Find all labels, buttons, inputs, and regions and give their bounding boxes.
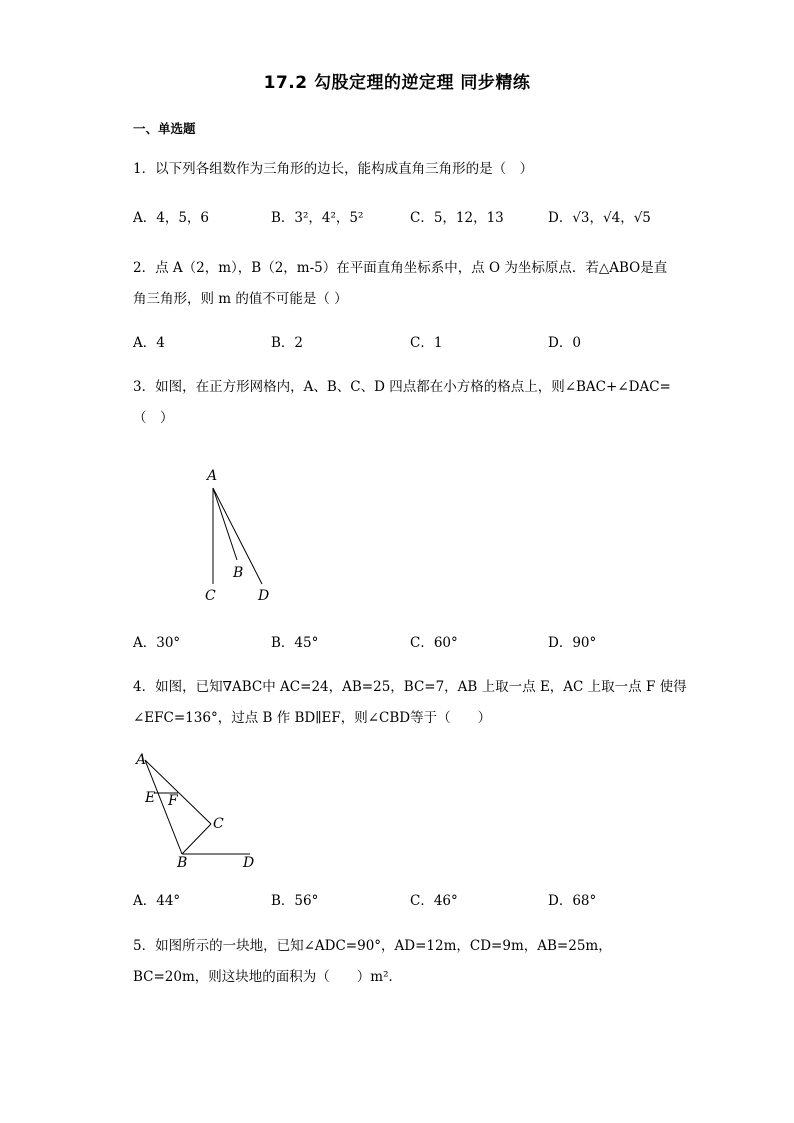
q1-option-a: A．4，5，6 xyxy=(133,210,210,226)
q4-label-f: F xyxy=(168,793,178,809)
page-title: 17.2 勾股定理的逆定理 同步精练 xyxy=(263,73,531,93)
q3-option-b: B．45° xyxy=(271,635,319,651)
q3-option-d: D．90° xyxy=(548,635,597,651)
q1-option-c: C．5，12，13 xyxy=(410,210,504,226)
q2-stem-line1: 2．点 A（2，m），B（2，m-5）在平面直角坐标系中，点 O 为坐标原点．若△ABO是直 xyxy=(133,260,668,276)
q4-option-a: A．44° xyxy=(133,893,181,909)
q5-stem-line1: 5．如图所示的一块地，已知∠ADC=90°，AD=12m，CD=9m，AB=25m， xyxy=(133,938,612,954)
q3-label-c: C xyxy=(205,588,216,604)
q3-stem-line2: （ ） xyxy=(133,410,174,426)
q3-stem-line1: 3．如图，在正方形网格内，A、B、C、D 四点都在小方格的格点上，则∠BAC+∠DAC= xyxy=(133,379,671,395)
q4-option-c: C．46° xyxy=(410,893,458,909)
q1-option-b: B．3²，4²，5² xyxy=(271,210,364,226)
q3-label-b: B xyxy=(233,565,244,581)
q2-stem-line2: 角三角形，则 m 的值不可能是（ ） xyxy=(133,291,348,307)
q2-option-b: B．2 xyxy=(271,335,304,351)
q2-option-d: D．0 xyxy=(548,335,581,351)
q3-option-c: C．60° xyxy=(410,635,458,651)
q4-label-d: D xyxy=(243,855,255,871)
q4-option-d: D．68° xyxy=(548,893,597,909)
q4-label-b: B xyxy=(177,855,188,871)
q4-stem-line1: 4．如图，已知∇ABC中 AC=24，AB=25，BC=7，AB 上取一点 E，AC 上取一点 F 使得 xyxy=(133,679,687,695)
q4-segment-bc xyxy=(182,824,211,854)
q5-stem-line2: BC=20m，则这块地的面积为（ ）m²． xyxy=(133,969,403,985)
q4-label-c: C xyxy=(213,816,224,832)
q3-label-d: D xyxy=(258,588,270,604)
q3-figure xyxy=(195,462,285,607)
q3-segment-ab xyxy=(213,488,237,560)
q2-option-c: C．1 xyxy=(410,335,443,351)
q2-option-a: A．4 xyxy=(133,335,165,351)
section-heading: 一、单选题 xyxy=(133,121,196,136)
q4-label-e: E xyxy=(145,790,156,806)
q1-stem: 1．以下列各组数作为三角形的边长，能构成直角三角形的是（ ） xyxy=(133,161,534,177)
q3-label-a: A xyxy=(207,468,218,484)
q4-figure xyxy=(130,748,265,873)
q4-label-a: A xyxy=(136,752,147,768)
q4-stem-line2: ∠EFC=136°，过点 B 作 BD∥EF，则∠CBD等于（ ） xyxy=(133,710,492,726)
q4-option-b: B．56° xyxy=(271,893,319,909)
q3-option-a: A．30° xyxy=(133,635,181,651)
q1-option-d: D．√3，√4，√5 xyxy=(548,210,651,226)
